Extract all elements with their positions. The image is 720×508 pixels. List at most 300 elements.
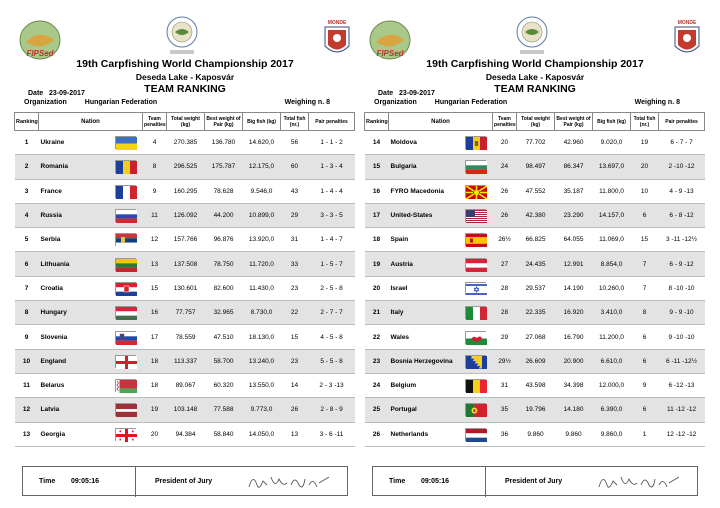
flag-serbia-icon — [115, 233, 136, 246]
big-fish-cell: 3.410,0 — [593, 301, 631, 325]
nation-cell: Bulgaria — [389, 155, 459, 179]
total-weight-cell: 157.766 — [167, 228, 205, 252]
rank-cell: 21 — [365, 301, 389, 325]
flag-austria-icon — [465, 258, 486, 271]
table-row — [365, 155, 705, 179]
big-fish-cell: 10.899,0 — [243, 203, 281, 227]
team-penalties-cell: 12 — [143, 228, 167, 252]
flag-cell — [459, 422, 493, 446]
best-pair-weight-cell: 12.991 — [555, 252, 593, 276]
flag-hungary-icon — [115, 306, 136, 319]
best-pair-weight-cell: 9.860 — [555, 422, 593, 446]
pair-penalties-cell: 6 -12 -13 — [659, 373, 705, 397]
best-pair-weight-cell: 86.347 — [555, 155, 593, 179]
rank-cell: 1 — [15, 131, 39, 155]
total-fish-cell: 15 — [631, 228, 659, 252]
total-weight-cell: 24.435 — [517, 252, 555, 276]
total-fish-cell: 23 — [281, 276, 309, 300]
flag-cell — [109, 349, 143, 373]
rank-cell: 13 — [15, 422, 39, 446]
flag-cell — [459, 276, 493, 300]
table-row — [15, 373, 355, 397]
best-pair-weight-cell: 16.920 — [555, 301, 593, 325]
total-fish-cell: 6 — [631, 349, 659, 373]
total-fish-cell: 6 — [631, 203, 659, 227]
organization-value: Hungarian Federation — [434, 99, 508, 106]
nation-cell: Hungary — [39, 301, 109, 325]
best-pair-weight-cell: 14.190 — [555, 276, 593, 300]
flag-cell — [109, 179, 143, 203]
pair-penalties-cell: 1 - 4 - 7 — [309, 228, 355, 252]
best-pair-weight-cell: 44.200 — [205, 203, 243, 227]
team-penalties-cell: 18 — [143, 349, 167, 373]
table-row — [365, 301, 705, 325]
total-weight-cell: 89.067 — [167, 373, 205, 397]
header-nation: Nation — [389, 113, 493, 131]
header-total-weight: Total weight (kg) — [167, 113, 205, 131]
total-fish-cell: 19 — [631, 131, 659, 155]
flag-cell — [109, 155, 143, 179]
rank-cell: 18 — [365, 228, 389, 252]
team-penalties-cell: 13 — [143, 252, 167, 276]
team-penalties-cell: 29 — [493, 325, 517, 349]
table-row — [15, 398, 355, 422]
total-weight-cell: 26.609 — [517, 349, 555, 373]
total-fish-cell: 26 — [281, 398, 309, 422]
rank-cell: 12 — [15, 398, 39, 422]
flag-bulgaria-icon — [465, 160, 486, 173]
world-championship-logo — [672, 18, 702, 62]
total-fish-cell: 43 — [281, 179, 309, 203]
total-weight-cell: 94.384 — [167, 422, 205, 446]
table-row — [365, 131, 705, 155]
rank-cell: 15 — [365, 155, 389, 179]
pair-penalties-cell: 2 - 3 -13 — [309, 373, 355, 397]
total-fish-cell: 1 — [631, 422, 659, 446]
total-fish-cell: 23 — [281, 349, 309, 373]
best-pair-weight-cell: 175.787 — [205, 155, 243, 179]
nation-cell: Serbia — [39, 228, 109, 252]
flag-cell — [459, 228, 493, 252]
championship-title: 19th Carpfishing World Championship 2017 — [426, 58, 644, 70]
pair-penalties-cell: 2 - 8 - 9 — [309, 398, 355, 422]
nation-cell: Netherlands — [389, 422, 459, 446]
flag-cell — [109, 422, 143, 446]
big-fish-cell: 11.800,0 — [593, 179, 631, 203]
table-row — [15, 252, 355, 276]
big-fish-cell: 11.430,0 — [243, 276, 281, 300]
nation-cell: Belarus — [39, 373, 109, 397]
big-fish-cell: 14.157,0 — [593, 203, 631, 227]
total-fish-cell: 8 — [631, 301, 659, 325]
table-row — [365, 398, 705, 422]
time-value: 09:05:16 — [71, 478, 100, 485]
president-of-jury-label: President of Jury — [155, 478, 213, 485]
world-championship-logo — [322, 18, 352, 62]
flag-israel-icon — [465, 282, 486, 295]
date-label: Date — [28, 90, 44, 97]
pair-penalties-cell: 12 -12 -12 — [659, 422, 705, 446]
total-fish-cell: 20 — [631, 155, 659, 179]
header-best-weight-pair: Best weight of Pair (kg) — [205, 113, 243, 131]
total-weight-cell: 160.295 — [167, 179, 205, 203]
header-nation: Nation — [39, 113, 143, 131]
nation-cell: Italy — [389, 301, 459, 325]
flag-macedonia-icon — [465, 185, 486, 198]
header-team-penalties: Team penalties — [493, 113, 517, 131]
venue-subtitle: Deseda Lake - Kaposvár — [135, 72, 235, 82]
flag-belgium-icon — [465, 379, 486, 392]
table-row — [15, 155, 355, 179]
best-pair-weight-cell: 20.900 — [555, 349, 593, 373]
team-penalties-cell: 26 — [493, 179, 517, 203]
svg-text:MONDE: MONDE — [677, 20, 697, 26]
ranking-heading: TEAM RANKING — [144, 83, 226, 95]
pair-penalties-cell: 1 - 1 - 2 — [309, 131, 355, 155]
nation-cell: FYRO Macedonia — [389, 179, 459, 203]
header-total-fish: Total fish (nr.) — [631, 113, 659, 131]
team-penalties-cell: 11 — [143, 203, 167, 227]
flag-france-icon — [115, 185, 136, 198]
rank-cell: 9 — [15, 325, 39, 349]
flag-cell — [109, 373, 143, 397]
total-fish-cell: 7 — [631, 276, 659, 300]
rank-cell: 16 — [365, 179, 389, 203]
table-header-row — [15, 113, 355, 131]
big-fish-cell: 13.697,0 — [593, 155, 631, 179]
best-pair-weight-cell: 14.180 — [555, 398, 593, 422]
team-penalties-cell: 26 — [493, 203, 517, 227]
big-fish-cell: 9.860,0 — [593, 422, 631, 446]
team-penalties-cell: 17 — [143, 325, 167, 349]
ranking-table — [14, 112, 355, 447]
table-row — [15, 422, 355, 446]
rank-cell: 10 — [15, 349, 39, 373]
pair-penalties-cell: 6 - 7 - 7 — [659, 131, 705, 155]
ranking-heading: TEAM RANKING — [494, 83, 576, 95]
team-penalties-cell: 26½ — [493, 228, 517, 252]
table-row — [365, 325, 705, 349]
rank-cell: 4 — [15, 203, 39, 227]
total-weight-cell: 78.559 — [167, 325, 205, 349]
svg-text:MONDE: MONDE — [327, 20, 347, 26]
nation-cell: Israel — [389, 276, 459, 300]
pair-penalties-cell: 8 -10 -10 — [659, 276, 705, 300]
flag-cell — [459, 179, 493, 203]
pair-penalties-cell: 2 - 5 - 8 — [309, 276, 355, 300]
rank-cell: 26 — [365, 422, 389, 446]
total-weight-cell: 29.537 — [517, 276, 555, 300]
table-row — [365, 349, 705, 373]
best-pair-weight-cell: 58.840 — [205, 422, 243, 446]
date-value: 23-09-2017 — [49, 90, 85, 97]
flag-usa-icon — [465, 209, 486, 222]
big-fish-cell: 11.200,0 — [593, 325, 631, 349]
best-pair-weight-cell: 23.290 — [555, 203, 593, 227]
big-fish-cell: 18.130,0 — [243, 325, 281, 349]
table-row — [365, 179, 705, 203]
nation-cell: Romania — [39, 155, 109, 179]
flag-italy-icon — [465, 306, 486, 319]
nation-cell: Portugal — [389, 398, 459, 422]
flag-cell — [109, 252, 143, 276]
nation-cell: Russia — [39, 203, 109, 227]
best-pair-weight-cell: 34.398 — [555, 373, 593, 397]
flag-cell — [459, 325, 493, 349]
best-pair-weight-cell: 16.790 — [555, 325, 593, 349]
best-pair-weight-cell: 78.750 — [205, 252, 243, 276]
rank-cell: 7 — [15, 276, 39, 300]
table-row — [15, 301, 355, 325]
total-weight-cell: 98.497 — [517, 155, 555, 179]
flag-cell — [109, 131, 143, 155]
total-fish-cell: 31 — [281, 228, 309, 252]
big-fish-cell: 13.920,0 — [243, 228, 281, 252]
rank-cell: 25 — [365, 398, 389, 422]
total-weight-cell: 19.796 — [517, 398, 555, 422]
flag-netherlands-icon — [465, 428, 486, 441]
ranking-table — [364, 112, 705, 447]
flag-cell — [459, 155, 493, 179]
pair-penalties-cell: 4 - 9 -13 — [659, 179, 705, 203]
team-penalties-cell: 35 — [493, 398, 517, 422]
rank-cell: 14 — [365, 131, 389, 155]
flag-cell — [109, 325, 143, 349]
pair-penalties-cell: 1 - 3 - 4 — [309, 155, 355, 179]
pair-penalties-cell: 3 - 6 -11 — [309, 422, 355, 446]
total-fish-cell: 7 — [631, 252, 659, 276]
total-fish-cell: 13 — [281, 422, 309, 446]
team-penalties-cell: 15 — [143, 276, 167, 300]
team-penalties-cell: 31 — [493, 373, 517, 397]
best-pair-weight-cell: 96.876 — [205, 228, 243, 252]
big-fish-cell: 10.260,0 — [593, 276, 631, 300]
total-weight-cell: 66.825 — [517, 228, 555, 252]
header-team-penalties: Team penalties — [143, 113, 167, 131]
fipsed-logo — [18, 18, 62, 62]
big-fish-cell: 13.240,0 — [243, 349, 281, 373]
team-penalties-cell: 8 — [143, 155, 167, 179]
big-fish-cell: 8.730,0 — [243, 301, 281, 325]
best-pair-weight-cell: 77.588 — [205, 398, 243, 422]
signature-image — [595, 471, 685, 493]
total-weight-cell: 137.508 — [167, 252, 205, 276]
table-row — [15, 203, 355, 227]
table-row — [15, 349, 355, 373]
header-total-fish: Total fish (nr.) — [281, 113, 309, 131]
header-big-fish: Big fish (kg) — [243, 113, 281, 131]
rank-cell: 17 — [365, 203, 389, 227]
total-fish-cell: 60 — [281, 155, 309, 179]
date-line — [28, 90, 85, 97]
footer-divider — [135, 467, 136, 497]
flag-russia-icon — [115, 209, 136, 222]
organization-label: Organization — [24, 99, 67, 106]
team-penalties-cell: 28 — [493, 276, 517, 300]
header-total-weight: Total weight (kg) — [517, 113, 555, 131]
fips-logo — [512, 14, 552, 58]
time-value: 09:05:16 — [421, 478, 450, 485]
flag-ukraine-icon — [115, 136, 136, 149]
flag-lithuania-icon — [115, 258, 136, 271]
total-fish-cell: 22 — [281, 301, 309, 325]
total-weight-cell: 77.757 — [167, 301, 205, 325]
weighing-number: Weighing n. 8 — [284, 99, 330, 106]
best-pair-weight-cell: 82.600 — [205, 276, 243, 300]
flag-wales-icon — [465, 331, 486, 344]
flag-croatia-icon — [115, 282, 136, 295]
nation-cell: Wales — [389, 325, 459, 349]
best-pair-weight-cell: 32.965 — [205, 301, 243, 325]
flag-latvia-icon — [115, 403, 136, 416]
pair-penalties-cell: 6 - 9 -12 — [659, 252, 705, 276]
big-fish-cell: 12.175,0 — [243, 155, 281, 179]
pair-penalties-cell: 3 - 3 - 5 — [309, 203, 355, 227]
nation-cell: Lithuania — [39, 252, 109, 276]
organization-label: Organization — [374, 99, 417, 106]
nation-cell: Belgium — [389, 373, 459, 397]
fipsed-logo — [368, 18, 412, 62]
team-penalties-cell: 9 — [143, 179, 167, 203]
ranking-sheet-left — [12, 10, 358, 500]
nation-cell: Bosnia Herzegovina — [389, 349, 459, 373]
date-value: 23-09-2017 — [399, 90, 435, 97]
pair-penalties-cell: 9 - 9 -10 — [659, 301, 705, 325]
team-penalties-cell: 24 — [493, 155, 517, 179]
rank-cell: 23 — [365, 349, 389, 373]
footer-divider — [485, 467, 486, 497]
flag-cell — [459, 349, 493, 373]
flag-cell — [109, 301, 143, 325]
big-fish-cell: 11.720,0 — [243, 252, 281, 276]
ranking-sheet-right — [362, 10, 708, 500]
pair-penalties-cell: 2 -10 -12 — [659, 155, 705, 179]
nation-cell: Ukraine — [39, 131, 109, 155]
total-weight-cell: 77.702 — [517, 131, 555, 155]
total-weight-cell: 126.092 — [167, 203, 205, 227]
team-penalties-cell: 36 — [493, 422, 517, 446]
team-penalties-cell: 27 — [493, 252, 517, 276]
table-row — [365, 373, 705, 397]
nation-cell: Austria — [389, 252, 459, 276]
nation-cell: Georgia — [39, 422, 109, 446]
flag-cell — [109, 203, 143, 227]
best-pair-weight-cell: 60.320 — [205, 373, 243, 397]
flag-cell — [459, 301, 493, 325]
team-penalties-cell: 29½ — [493, 349, 517, 373]
table-header-row — [365, 113, 705, 131]
time-label: Time — [39, 478, 56, 485]
big-fish-cell: 14.620,0 — [243, 131, 281, 155]
total-fish-cell: 6 — [631, 398, 659, 422]
venue-subtitle: Deseda Lake - Kaposvár — [485, 72, 585, 82]
date-label: Date — [378, 90, 394, 97]
best-pair-weight-cell: 136.780 — [205, 131, 243, 155]
total-weight-cell: 42.380 — [517, 203, 555, 227]
rank-cell: 24 — [365, 373, 389, 397]
nation-cell: Slovenia — [39, 325, 109, 349]
organization-line — [24, 99, 157, 106]
pair-penalties-cell: 2 - 7 - 7 — [309, 301, 355, 325]
table-row — [15, 179, 355, 203]
fips-logo — [162, 14, 202, 58]
best-pair-weight-cell: 58.700 — [205, 349, 243, 373]
total-weight-cell: 113.337 — [167, 349, 205, 373]
flag-cell — [109, 398, 143, 422]
pair-penalties-cell: 6 - 8 -12 — [659, 203, 705, 227]
big-fish-cell: 9.773,0 — [243, 398, 281, 422]
nation-cell: Latvia — [39, 398, 109, 422]
header-ranking: Ranking — [365, 113, 389, 131]
rank-cell: 20 — [365, 276, 389, 300]
flag-slovenia-icon — [115, 331, 136, 344]
footer-box — [22, 466, 348, 496]
team-penalties-cell: 20 — [143, 422, 167, 446]
big-fish-cell: 6.390,0 — [593, 398, 631, 422]
date-line — [378, 90, 435, 97]
rank-cell: 22 — [365, 325, 389, 349]
flag-cell — [459, 398, 493, 422]
flag-moldova-icon — [465, 136, 486, 149]
nation-cell: Croatia — [39, 276, 109, 300]
total-weight-cell: 43.598 — [517, 373, 555, 397]
rank-cell: 6 — [15, 252, 39, 276]
table-row — [365, 276, 705, 300]
pair-penalties-cell: 5 - 5 - 8 — [309, 349, 355, 373]
flag-georgia-icon — [115, 428, 136, 441]
big-fish-cell: 13.550,0 — [243, 373, 281, 397]
table-row — [365, 228, 705, 252]
rank-cell: 8 — [15, 301, 39, 325]
total-weight-cell: 9.860 — [517, 422, 555, 446]
team-penalties-cell: 16 — [143, 301, 167, 325]
pair-penalties-cell: 1 - 4 - 4 — [309, 179, 355, 203]
total-fish-cell: 56 — [281, 131, 309, 155]
table-row — [15, 276, 355, 300]
big-fish-cell: 9.020,0 — [593, 131, 631, 155]
pair-penalties-cell: 3 -11 -12½ — [659, 228, 705, 252]
header-pair-penalties: Pair penalties — [309, 113, 355, 131]
nation-cell: Spain — [389, 228, 459, 252]
nation-cell: Moldova — [389, 131, 459, 155]
team-penalties-cell: 19 — [143, 398, 167, 422]
team-penalties-cell: 20 — [493, 131, 517, 155]
total-fish-cell: 14 — [281, 373, 309, 397]
flag-cell — [459, 203, 493, 227]
header-ranking: Ranking — [15, 113, 39, 131]
rank-cell: 19 — [365, 252, 389, 276]
team-penalties-cell: 4 — [143, 131, 167, 155]
table-row — [15, 131, 355, 155]
championship-title: 19th Carpfishing World Championship 2017 — [76, 58, 294, 70]
total-fish-cell: 6 — [631, 325, 659, 349]
flag-portugal-icon — [465, 403, 486, 416]
header-pair-penalties: Pair penalties — [659, 113, 705, 131]
signature-image — [245, 471, 335, 493]
flag-bosnia-icon — [465, 355, 486, 368]
total-weight-cell: 47.552 — [517, 179, 555, 203]
pair-penalties-cell: 4 - 5 - 8 — [309, 325, 355, 349]
nation-cell: United-States — [389, 203, 459, 227]
total-fish-cell: 15 — [281, 325, 309, 349]
rank-cell: 5 — [15, 228, 39, 252]
best-pair-weight-cell: 35.187 — [555, 179, 593, 203]
flag-belarus-icon — [115, 379, 136, 392]
total-fish-cell: 10 — [631, 179, 659, 203]
rank-cell: 2 — [15, 155, 39, 179]
weighing-number: Weighing n. 8 — [634, 99, 680, 106]
flag-cell — [459, 373, 493, 397]
